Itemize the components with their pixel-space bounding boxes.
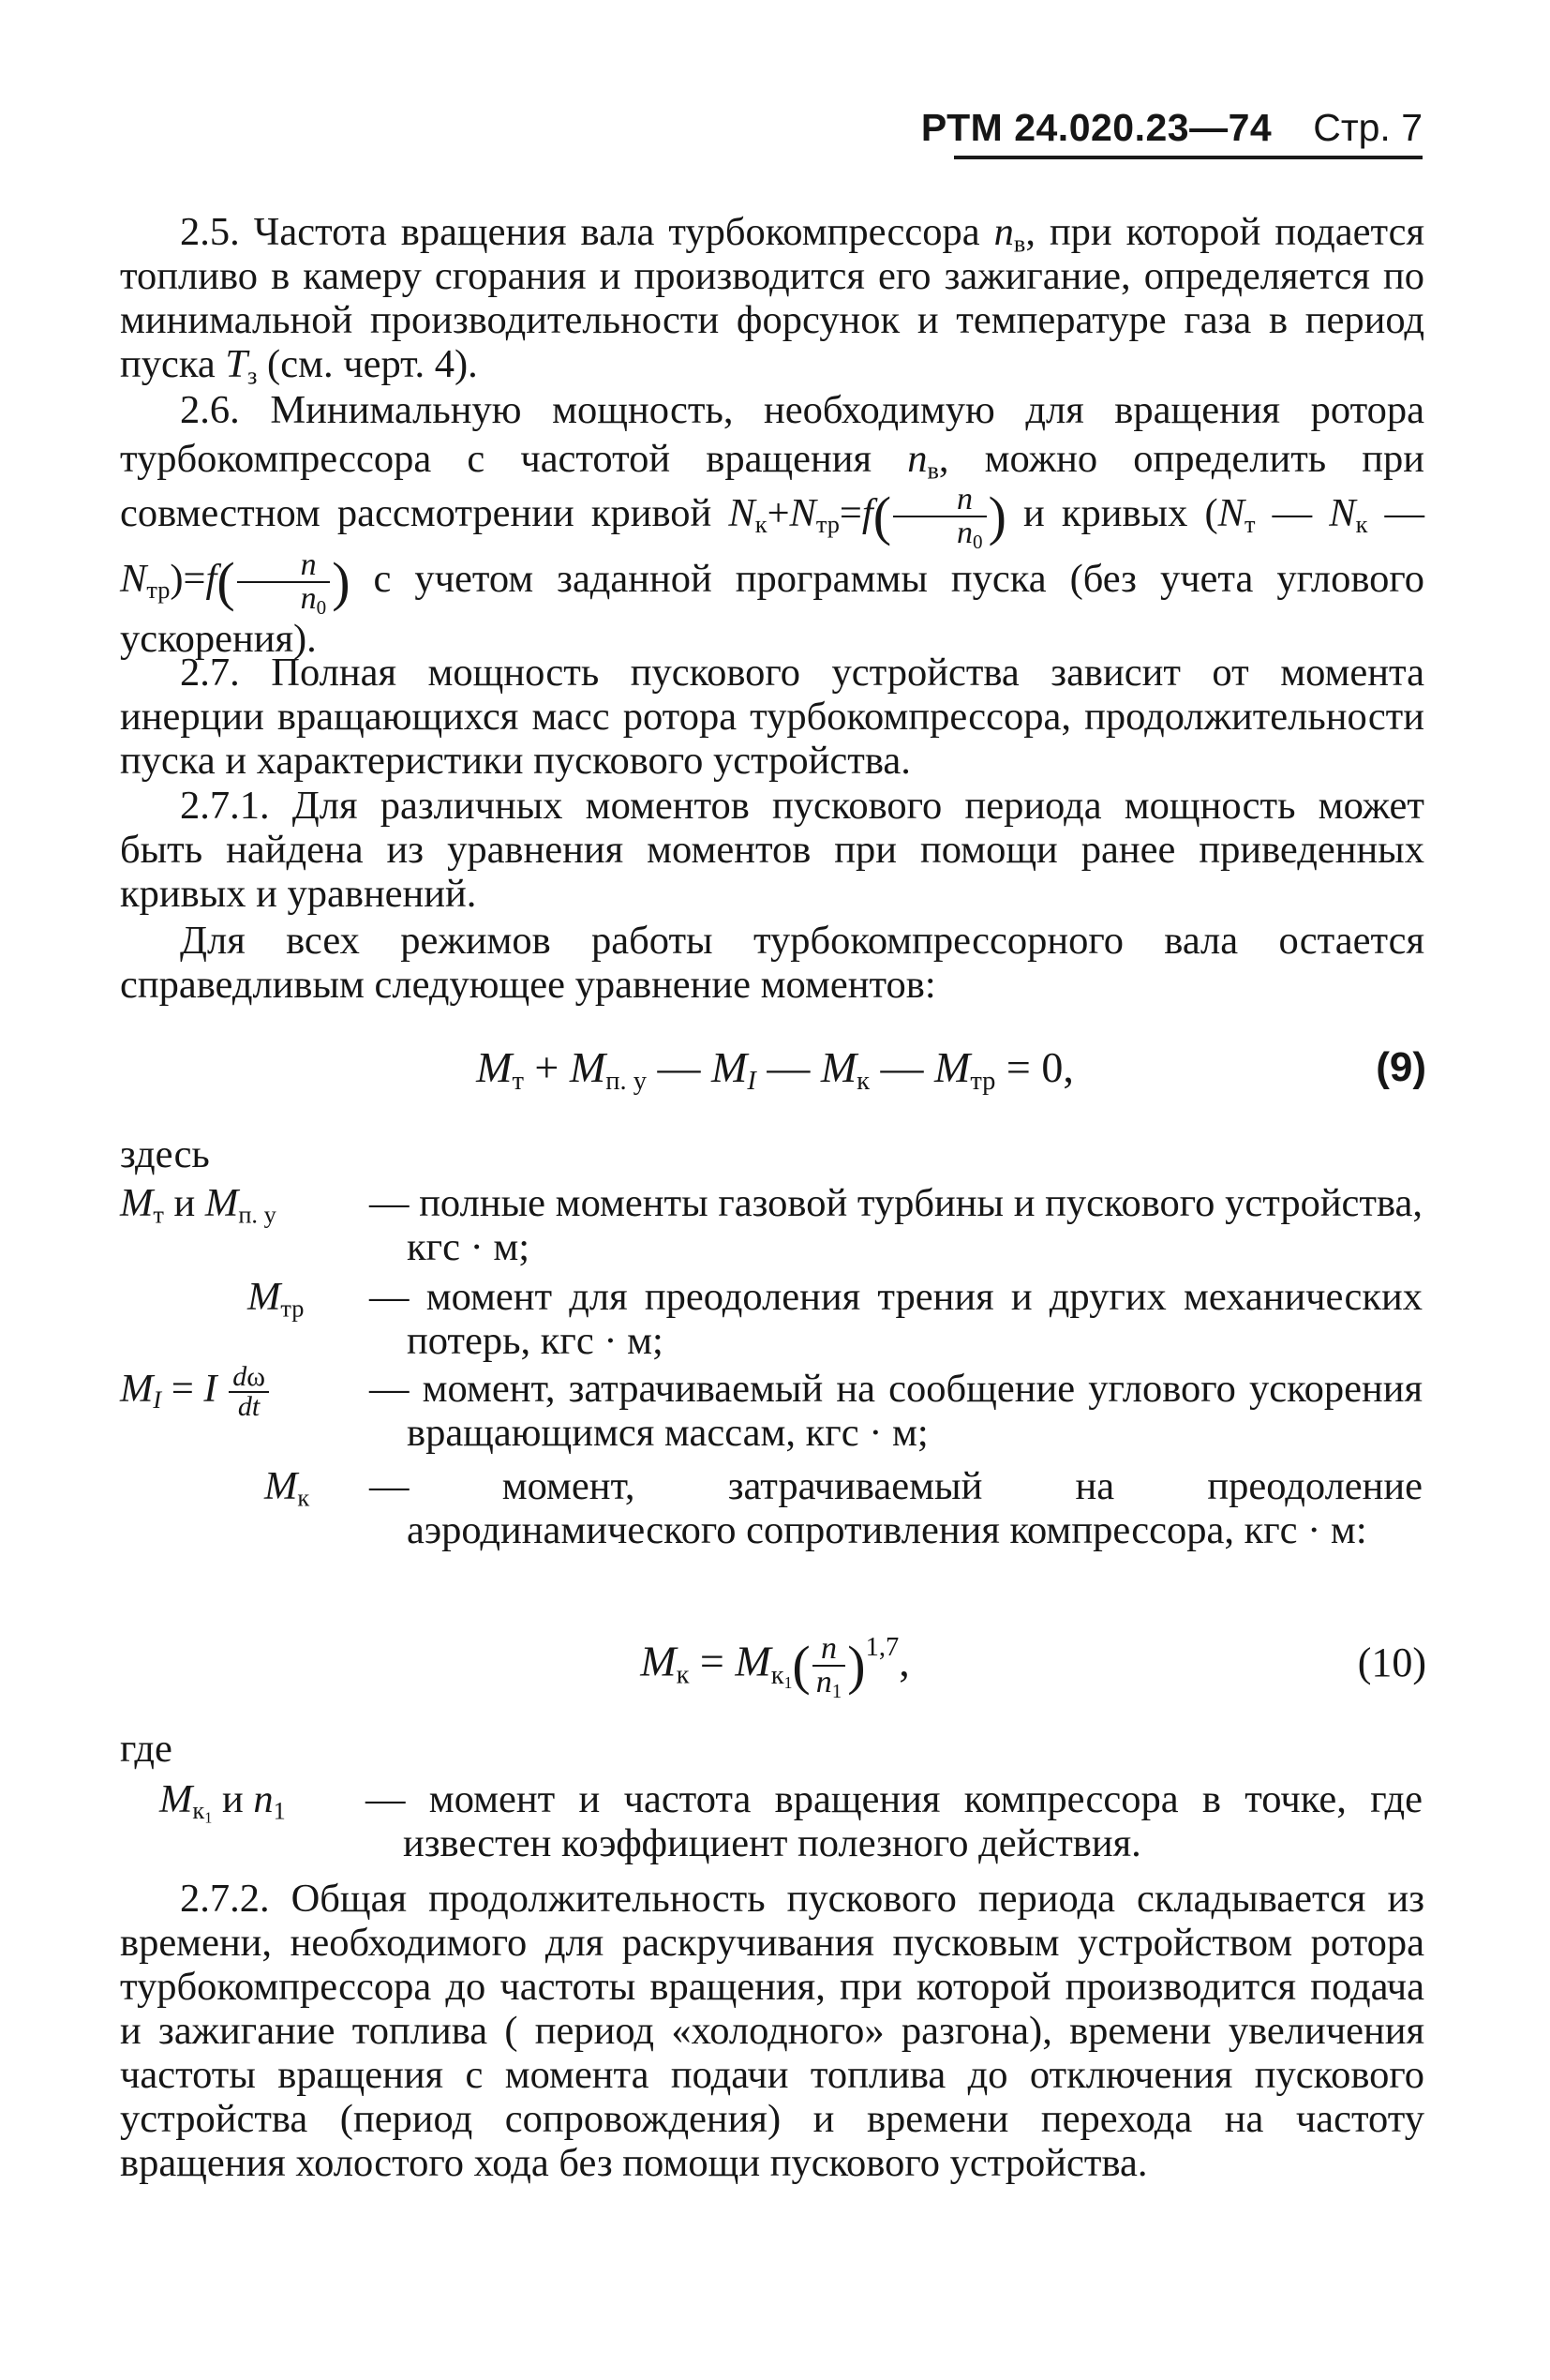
paragraph-2-6: 2.6. Минимальную мощность, необходимую для вращения ротора турбокомпрессора с частотой вращения $n_в$, можно определить при совместном рассмотрении кривой $N_к+N_{тр}=f$( $\frac{n}{n_0}$ ) и кривых ($N_т$ — $N_к$ — $N_{тр})=f$( $\frac{n}{n_0}$ ) с учетом заданной программы пуска (без учета углового ускорения). [120, 388, 1425, 661]
equation-10-number: (10) [1357, 1639, 1426, 1685]
document-code: РТМ 24.020.23—74 [920, 106, 1273, 149]
fraction-n-n1: $\frac{n}{n_1}$ [812, 1633, 846, 1699]
paragraph-equation-intro: Для всех режимов работы турбокомпрессорного вала остается справедливым следующее уравнение моментов: [120, 919, 1424, 1007]
equation-10: $M_к = M_{к_1}$( $\frac{n}{n_1}$ )$^{1,7}$, [640, 1631, 910, 1702]
fraction-n-n0: $\frac{n}{n_0}$ [893, 484, 987, 549]
paragraph-2-5: 2.5. Частота вращения вала турбокомпрессора $n_в$, при которой подается топливо в камеру сгорания и производится его зажигание, определяется по минимальной производительности форсунок и температуре газа в период пуска $T_з$ (см. черт. 4). [120, 210, 1424, 390]
page-number: Стр. 7 [1313, 106, 1423, 149]
fraction-n-n0-2: $\frac{n}{n_0}$ [237, 549, 331, 615]
paragraph-2-7-1: 2.7.1. Для различных моментов пускового периода мощность может быть найдена из уравнения моментов при помощи ранее приведенных кривых и уравнений. [120, 784, 1424, 916]
fraction-domega-dt: $\frac{d\omega}{dt}$ [229, 1363, 269, 1421]
label-zdes: здесь [120, 1132, 210, 1176]
label-gde: где [120, 1727, 172, 1771]
header-rule [954, 156, 1423, 159]
paragraph-2-7: 2.7. Полная мощность пускового устройства зависит от момента инерции вращающихся масс ротора турбокомпрессора, продолжительности пуска и характеристики пускового устройства. [120, 651, 1424, 783]
running-header [921, 105, 1423, 150]
document-page: РТМ 24.020.23—74 Стр. 7 2.5. Частота вращения вала турбокомпрессора $n_в$, при которой подается топливо в камеру сгорания и производится его зажигание, определяется по минимальной производительности форсунок и температуре газа в период пуска $T_з$ (см. черт. 4). 2.6. Минимальную мощность, необходимую для вращения ротора турбокомпрессора с частотой вращения $n_в$, можно определить при совместном рассмотрении кривой $N_к+N_{тр}=f$( $\frac{n}{n_0}$ ) и кривых ($N_т$ — $N_к$ — $N_{тр})=f$( $\frac{n}{n_0}$ ) с учетом заданной программы пуска (без учета углового ускорения). 2.7. Полная мощность пускового устройства зависит от момента инерции вращающихся масс ротора турбокомпрессора, продолжительности пуска и характеристики пускового устройства. 2.7.1. Для различных моментов пускового периода мощность может быть найдена из уравнения моментов при помощи ранее приведенных кривых и уравнений. Для всех режимов работы турбокомпрессорного вала остается справедливым следующее уравнение моментов: $M_т + M_{п. у}$ — $M_I$ — $M_к$ — $M_{тр} = 0$, (9) здесь $M_т$ и $M_{п. у}$ — полные моменты газовой турбины и пускового устройства, кгс · м; $M_{тр}$ — момент для преодоления трения и других механических потерь, кгс · м; $M_I = I$ $\frac{d\omega}{dt}$ — момент, затрачиваемый на сообщение углового ускорения вращающимся массам, кгс · м; $M_к$ — момент, затрачиваемый на преодоление аэродинамического сопротивления компрессора, кгс · м: $M_к = M_{к_1}$( $\frac{n}{n_1}$ )$^{1,7}$, (10) где $M_{к_1}$ и $n_1$ — момент и частота вращения компрессора в точке, где известен коэффициент полезного действия. 2.7.2. Общая продолжительность пускового периода складывается из времени, необходимого для раскручивания пусковым устройством ротора турбокомпрессора до частоты вращения, при которой производится подача и зажигание топлива ( период «холодного» разгона), времени увеличения частоты вращения с момента подачи топлива до отключения пускового устройства (период сопровождения) и времени перехода на частоту вращения холостого хода без помощи пускового устройства. [0, 0, 1550, 2380]
paragraph-2-7-2: 2.7.2. Общая продолжительность пускового периода складывается из времени, необходимого для раскручивания пусковым устройством ротора турбокомпрессора до частоты вращения, при которой производится подача и зажигание топлива ( период «холодного» разгона), времени увеличения частоты вращения с момента подачи топлива до отключения пускового устройства (период сопровождения) и времени перехода на частоту вращения холостого хода без помощи пускового устройства. [120, 1877, 1424, 2185]
equation-9: $M_т + M_{п. у}$ — $M_I$ — $M_к$ — $M_{тр} = 0$, [476, 1043, 1074, 1096]
equation-9-number: (9) [1376, 1044, 1426, 1090]
